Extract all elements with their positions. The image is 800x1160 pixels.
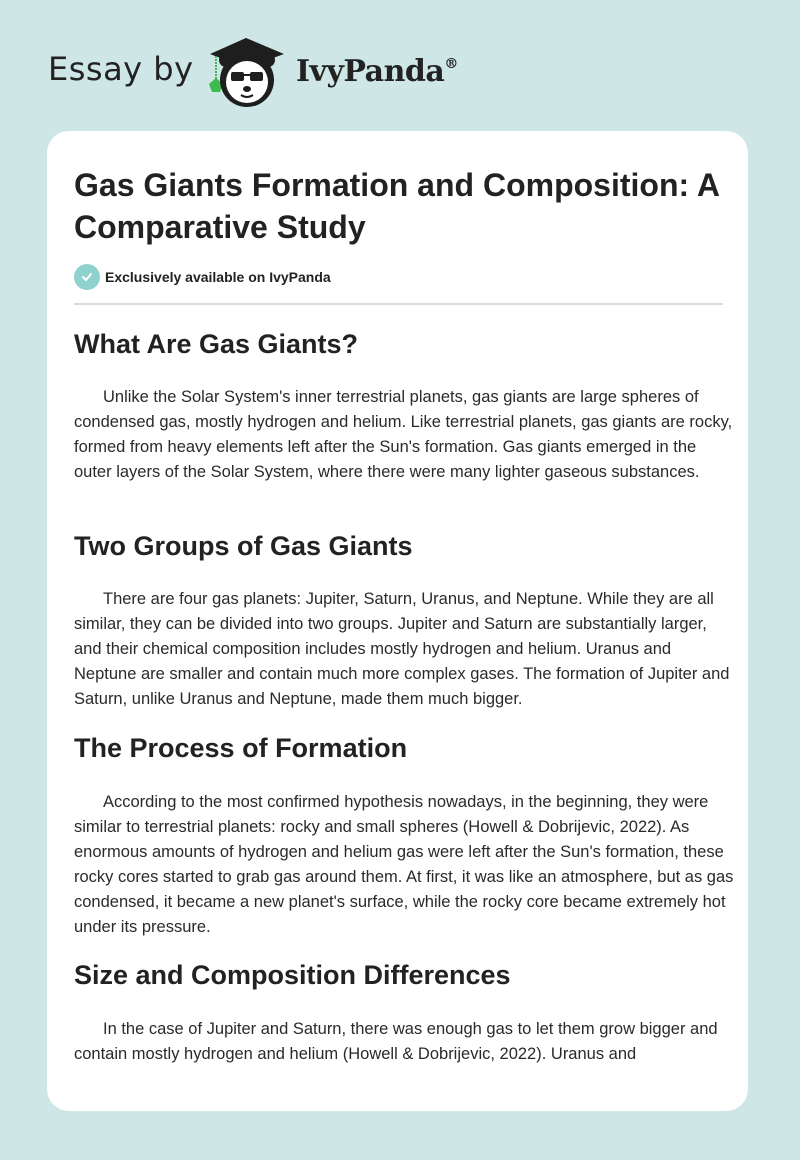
section-paragraph: There are four gas planets: Jupiter, Saturn, Uranus, and Neptune. While they are all similar, they can be divided into two groups. Jupiter and Saturn are substantially larger, and their chemical composition includes mostly hydrogen and helium. Uranus and Neptune are smaller and contain much more complex gases. The formation of Jupiter and Saturn, unlike Uranus and Neptune, made them much bigger.	[74, 590, 730, 708]
check-icon	[74, 264, 100, 290]
registered-mark: ®	[444, 56, 458, 72]
section-paragraph: Unlike the Solar System's inner terrestrial planets, gas giants are large spheres of condensed gas, mostly hydrogen and helium. Like terrestrial planets, gas giants are rocky, formed from heavy elements left after the Sun's formation. Gas giants emerged in the outer layers of the Solar System, where there were many lighter gaseous substances.	[74, 388, 733, 481]
divider	[74, 303, 723, 305]
badge-text: Exclusively available on IvyPanda	[105, 269, 331, 285]
essay-title: Gas Giants Formation and Composition: A Comparative Study	[74, 167, 719, 245]
ivypanda-logo-icon[interactable]	[200, 34, 292, 110]
exclusive-badge	[74, 264, 331, 290]
essay-by-label: Essay by	[48, 50, 194, 88]
section-heading: What Are Gas Giants?	[74, 329, 359, 359]
section-paragraph: In the case of Jupiter and Saturn, there was enough gas to let them grow bigger and contain mostly hydrogen and helium (Howell & Dobrijevic, 2022). Uranus and	[74, 1020, 718, 1063]
essay-card	[47, 131, 748, 1111]
section-heading: Size and Composition Differences	[74, 960, 511, 990]
brand-text: IvyPanda	[296, 54, 445, 89]
section-paragraph: According to the most confirmed hypothesis nowadays, in the beginning, they were similar to terrestrial planets: rocky and small spheres (Howell & Dobrijevic, 2022). As enormous amounts of hydrogen and helium gas were left after the Sun's formation, these rocky cores started to grab gas around them. At first, it was like an atmosphere, but as gas condensed, it became a new planet's surface, while the rocky core became extremely hot under its pressure.	[74, 793, 734, 936]
brand-name[interactable]	[296, 54, 458, 89]
site-header	[0, 0, 800, 130]
section-heading: The Process of Formation	[74, 733, 408, 763]
section-heading: Two Groups of Gas Giants	[74, 531, 413, 561]
